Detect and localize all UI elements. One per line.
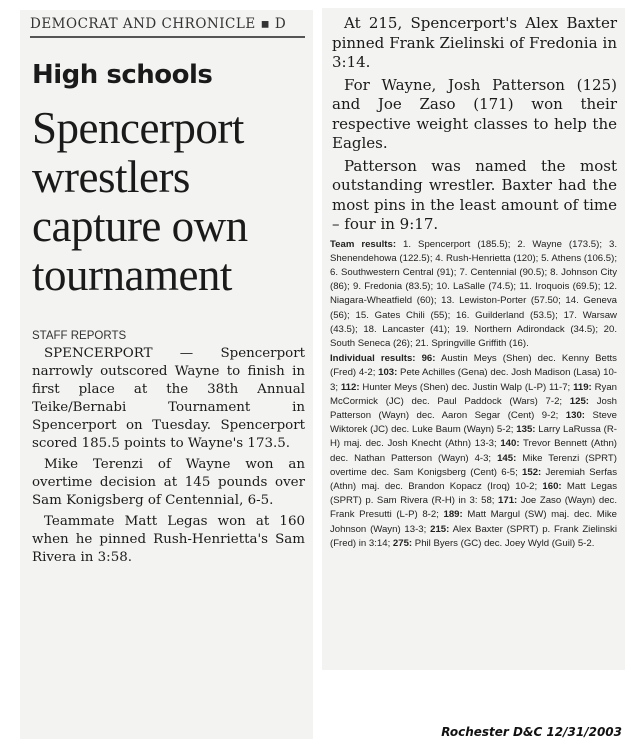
article-left-column	[20, 10, 313, 739]
article-paragraph: SPENCERPORT — Spencerport narrowly outscored Wayne to finish in first place at the 38th Annual Teike/Bernabi Tournament in Spencerport on Tuesday. Spencerport scored 185.5 points to Wayne's 173.5.	[32, 346, 305, 451]
weight-class: 112:	[340, 381, 360, 393]
bout-result: Matt Margul (SW) maj. dec. Mike Johnson (Wayn) 13-3;	[330, 509, 617, 535]
individual-results	[330, 352, 617, 551]
bout-result: Phil Byers (GC) dec. Joey Wyld (Guil) 5-2.	[412, 537, 595, 549]
team-results	[330, 238, 617, 352]
individual-results-label: Individual results:	[330, 353, 416, 365]
team-results-label: Team results:	[330, 238, 397, 250]
bout-result: Larry LaRussa (R-H) maj. dec. Josh Knecht (Athn) 13-3;	[330, 424, 617, 450]
article-paragraph: For Wayne, Josh Patterson (125) and Joe Zaso (171) won their respective weight classes to help the Eagles.	[332, 75, 617, 152]
newspaper-masthead: DEMOCRAT AND CHRONICLE ▪ D	[30, 16, 305, 38]
bout-result: Steve Wiktorek (JC) dec. Luke Baum (Wayn) 5-2;	[330, 409, 617, 436]
weight-class: 145:	[497, 452, 517, 464]
weight-class: 171:	[498, 495, 518, 507]
bout-result: Ryan McCormick (JC) dec. Paul Paddock (Wars) 7-2;	[330, 381, 618, 407]
weight-class: 152:	[522, 466, 542, 478]
article-right-column	[322, 8, 625, 670]
weight-class: 96:	[421, 353, 436, 365]
weight-class: 119:	[573, 381, 592, 393]
bout-result: Hunter Meys (Shen) dec. Justin Walp (L-P) 11-7;	[359, 381, 574, 393]
bout-result: Mike Terenzi (SPRT) overtime dec. Sam Konigsberg (Cent) 6-5;	[330, 452, 617, 478]
bout-result: Joe Zaso (Wayn) dec. Frank Presutti (L-P) 8-2;	[330, 495, 617, 521]
bout-result: Jeremiah Serfas (Athn) maj. dec. Brandon Kopacz (Iroq) 10-2;	[330, 466, 617, 492]
weight-class: 275:	[392, 537, 413, 549]
bout-result: Trevor Bennett (Athn) dec. Nathan Patterson (Wayn) 4-3;	[330, 438, 617, 464]
article-byline: STAFF REPORTS	[32, 330, 127, 342]
weight-class: 103:	[378, 367, 398, 379]
weight-class: 215:	[430, 523, 450, 535]
bout-result: Pete Achilles (Gena) dec. Josh Madison (Lasa) 10-3;	[330, 367, 617, 393]
weight-class: 140:	[500, 438, 520, 450]
weight-class: 160:	[542, 480, 562, 492]
bout-result: Matt Legas (SPRT) p. Sam Rivera (R-H) in 3: 58;	[330, 480, 617, 507]
weight-class: 189:	[443, 509, 463, 521]
article-paragraph: Patterson was named the most outstanding wrestler. Baxter had the most pins in the least amount of time – four in 9:17.	[332, 156, 617, 233]
article-headline: Spencerport wrestlers capture own tournament	[32, 103, 248, 300]
bout-result: Austin Meys (Shen) dec. Kenny Betts (Fred) 4-2;	[330, 353, 617, 379]
article-paragraph: At 215, Spencerport's Alex Baxter pinned Frank Zielinski of Fredonia in 3:14.	[332, 14, 617, 71]
weight-class: 135:	[516, 424, 536, 436]
weight-class: 125:	[569, 395, 589, 407]
article-paragraph: Teammate Matt Legas won at 160 when he pinned Rush-Henrietta's Sam Rivera in 3:58.	[32, 514, 305, 565]
team-results-text: 1. Spencerport (185.5); 2. Wayne (173.5); 3. Shenendehowa (122.5); 4. Rush-Henrietta (120); 5. Athens (106.5); 6. Southwestern Central (91); 7. Centennial (90.5); 8. Johnson City (86); 9. Fredonia (83.5); 10. LaSalle (74.5); 11. Iroquois (69.5); 12. Niagara-Wheatfield (60); 13. Lewiston-Porter (57.50; 14. Geneva (56); 15. Gates Chili (55); 16. Guilderland (53.5); 17. Warsaw (43.5); 18. Lancaster (41); 19. Northern Adirondack (34.5); 20. South Seneca (26); 21. Springville Griffith (16).	[330, 238, 618, 349]
article-paragraph: Mike Terenzi of Wayne won an overtime decision at 145 pounds over Sam Konigsberg of Centennial, 6-5.	[32, 457, 305, 508]
source-credit: Rochester D&C 12/31/2003	[441, 725, 622, 739]
weight-class: 130:	[565, 409, 585, 421]
dateline: SPENCERPORT —	[44, 346, 194, 361]
bout-result: Josh Patterson (Wayn) dec. Aaron Segar (Cent) 9-2;	[330, 395, 617, 421]
section-heading: High schools	[32, 60, 213, 90]
bout-result: Alex Baxter (SPRT) p. Frank Zielinski (Fred) in 3:14;	[330, 523, 617, 549]
